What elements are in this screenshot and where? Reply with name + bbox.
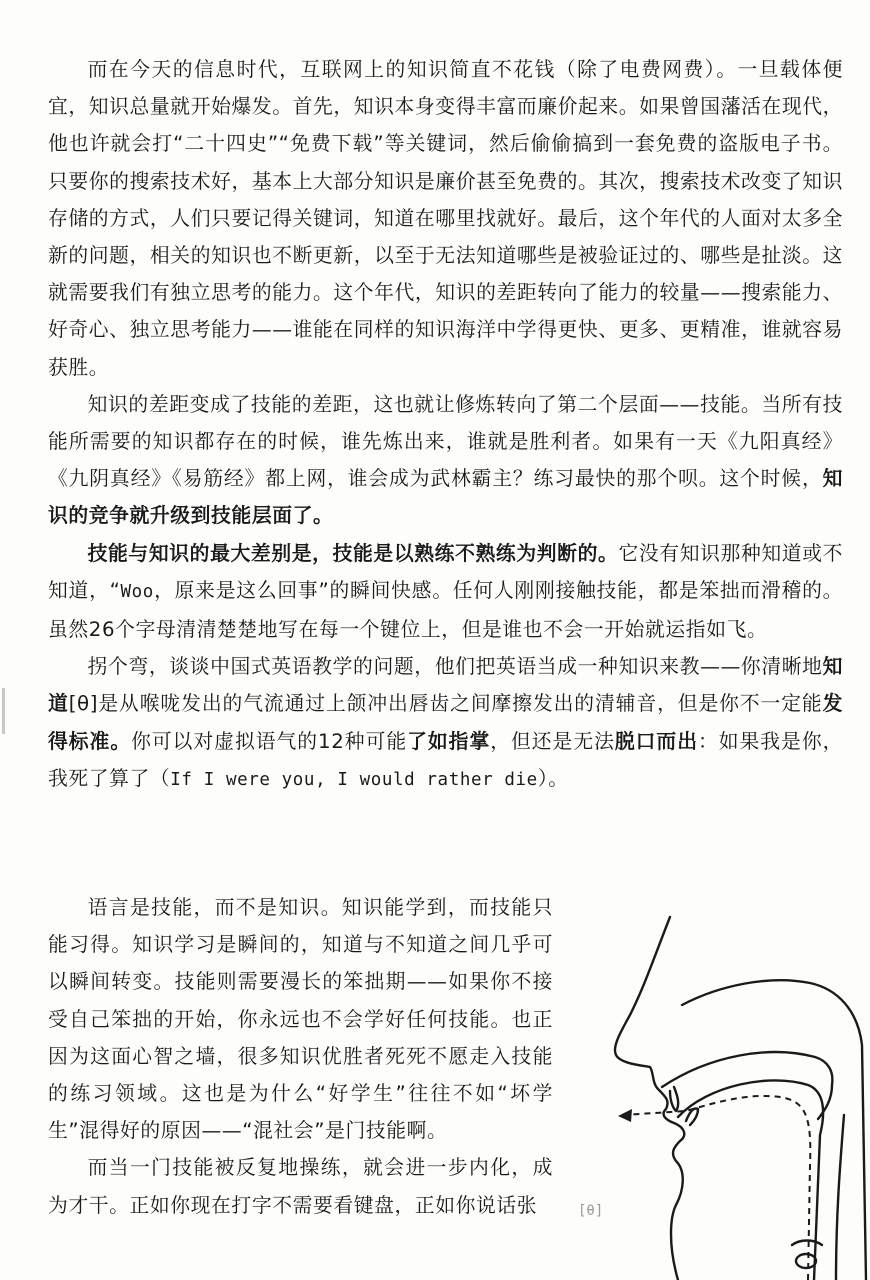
paragraph [48, 648, 843, 799]
text-run: 而在今天的信息时代，互联网上的知识简直不花钱（除了电费网费）。一旦载体便宜，知识总量就开始爆发。首先，知识本身变得丰富而廉价起来。如果曾国藩活在现代，他也许就会打“二十四史”“免费下载”等关键词，然后偷偷搞到一套免费的盗版电子书。只要你的搜索技术好，基本上大部分知识是廉价甚至免费的。其次，搜索技术改变了知识存储的方式，人们只要记得关键词，知道在哪里找就好。最后，这个年代的人面对太多全新的问题，相关的知识也不断更新，以至于无法知道哪些是被验证过的、哪些是扯淡。这就需要我们有独立思考的能力。这个年代，知识的差距转向了能力的较量——搜索能力、好奇心、独立思考能力——谁能在同样的知识海洋中学得更快、更多、更精准，谁就容易获胜。 [48, 58, 843, 379]
text-run: ，原来是这么回事”的瞬间快感。任何人刚刚接触技能，都是笨拙而滑稽的。虽然26个字母清清楚楚地写在每一个键位上，但是谁也不会一开始就运指如飞。 [48, 578, 843, 642]
text-run: ，但还是无法 [490, 729, 615, 753]
mouth-cross-section-diagram [600, 915, 870, 1280]
paragraph [48, 386, 843, 535]
paragraph: 而当一门技能被反复地操练，就会进一步内化，成为才干。正如你现在打字不需要看键盘，正如你说话张 [48, 1156, 553, 1217]
narrow-text-block [48, 889, 553, 1224]
bold-text: 技能与知识的最大差别是，技能是以熟练不熟练为判断的。 [87, 541, 619, 565]
text-run: [θ]是从喉咙发出的气流通过上颌冲出唇齿之间摩擦发出的清辅音，但是你不一定能 [68, 692, 823, 716]
bold-text: 发得标准。 [48, 692, 843, 753]
main-text-block [48, 51, 843, 799]
text-run: ）。 [537, 766, 569, 790]
text-run: ：如果我是你，我死了算了（ [48, 729, 843, 790]
text-run: Woo [120, 581, 154, 602]
text-run: 它没有知识那种知道或不知道，“ [48, 541, 843, 602]
text-run: 你可以对虚拟语气的12种可能 [131, 729, 408, 753]
bold-text: 知道 [48, 655, 843, 716]
figure-label: [θ] [578, 1203, 604, 1219]
text-run: 拐个弯，谈谈中国式英语教学的问题，他们把英语当成一种知识来教——你清晰地 [87, 655, 823, 679]
bold-text: 了如指掌 [407, 729, 491, 753]
scan-edge-mark [2, 688, 5, 734]
bold-text: 知识的竞争就升级到技能层面了。 [48, 467, 843, 528]
paragraph [48, 535, 843, 649]
paragraph [48, 51, 843, 386]
bold-text: 脱口而出 [614, 729, 698, 753]
paragraph: 语言是技能，而不是知识。知识能学到，而技能只能习得。知识学习是瞬间的，知道与不知道之间几乎可以瞬间转变。技能则需要漫长的笨拙期——如果你不接受自己笨拙的开始，你永远也不会学好任何技能。也正因为这面心智之墙，很多知识优胜者死死不愿走入技能的练习领域。这也是为什么“好学生”往往不如“坏学生”混得好的原因——“混社会”是门技能啊。 [48, 896, 553, 1143]
text-run: If I were you, I would rather die [170, 769, 538, 790]
text-run: 知识的差距变成了技能的差距，这也就让修炼转向了第二个层面——技能。当所有技能所需要的知识都存在的时候，谁先炼出来，谁就是胜利者。如果有一天《九阳真经》《九阴真经》《易筋经》都上网，谁会成为武林霸主？练习最快的那个呗。这个时候， [48, 392, 843, 491]
